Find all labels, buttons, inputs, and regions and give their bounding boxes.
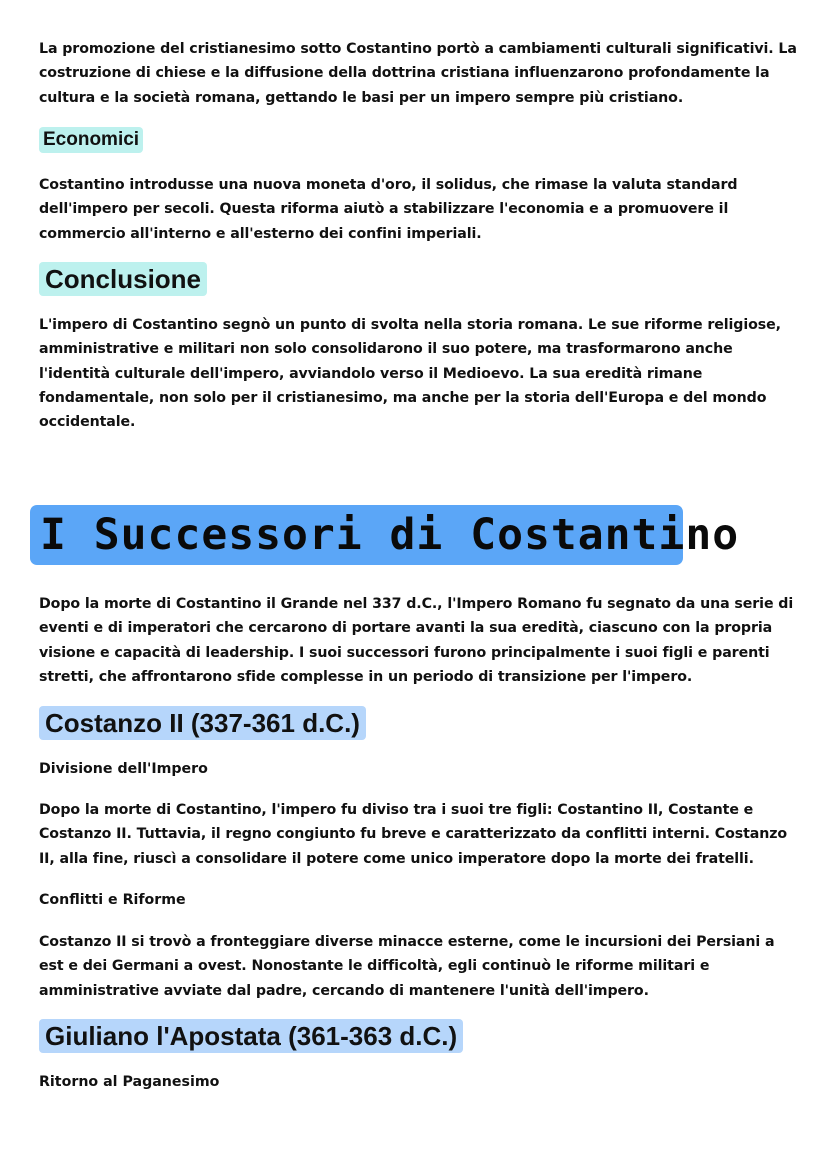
- economici-heading: Economici: [39, 127, 143, 153]
- conclusione-heading: Conclusione: [39, 262, 207, 296]
- costanzo-paragraph-divisione: Dopo la morte di Costantino, l'impero fu diviso tra i suoi tre figli: Costantino II, Costante e Costanzo II. Tuttavia, il regno congiunto fu breve e caratterizzato da conflitti interni. Costanzo II, alla fine, riuscì a consolidare il potere come unico imperatore dopo la morte dei fratelli.: [39, 802, 788, 867]
- giuliano-sub1-wrap: [39, 1072, 799, 1092]
- successori-section: [39, 592, 799, 689]
- economici-heading-wrap: [39, 127, 799, 153]
- costanzo-heading: Costanzo II (337-361 d.C.): [39, 706, 366, 740]
- giuliano-heading-wrap: [39, 1019, 799, 1053]
- costanzo-sub2-wrap: [39, 890, 799, 910]
- costanzo-text2-wrap: [39, 930, 799, 1003]
- costanzo-heading-wrap: [39, 706, 799, 740]
- costanzo-subheading-conflitti: Conflitti e Riforme: [39, 892, 186, 908]
- costanzo-paragraph-conflitti: Costanzo II si trovò a fronteggiare diverse minacce esterne, come le incursioni dei Persiani a est e dei Germani a ovest. Nonostante le difficoltà, egli continuò le riforme militari e amministrative avviate dal padre, cercando di mantenere l'unità dell'impero.: [39, 934, 775, 999]
- economici-section: [39, 173, 799, 246]
- giuliano-subheading-paganesimo: Ritorno al Paganesimo: [39, 1074, 220, 1090]
- costanzo-sub1-wrap: [39, 759, 799, 779]
- conclusione-heading-wrap: [39, 262, 799, 296]
- intro-section: [39, 37, 799, 110]
- economici-paragraph: Costantino introdusse una nuova moneta d'oro, il solidus, che rimase la valuta standard dell'impero per secoli. Questa riforma aiutò a stabilizzare l'economia e a promuovere il commercio all'interno e all'esterno dei confini imperiali.: [39, 177, 738, 242]
- section-title: I Successori di Costantino: [40, 510, 740, 560]
- intro-paragraph: La promozione del cristianesimo sotto Costantino portò a cambiamenti culturali significativi. La costruzione di chiese e la diffusione della dottrina cristiana influenzarono profondamente la cultura e la società romana, gettando le basi per un impero sempre più cristiano.: [39, 41, 797, 106]
- successori-paragraph: Dopo la morte di Costantino il Grande nel 337 d.C., l'Impero Romano fu segnato da una serie di eventi e di imperatori che cercarono di portare avanti la sua eredità, ciascuno con la propria visione e capacità di leadership. I suoi successori furono principalmente i suoi figli e parenti stretti, che affrontarono sfide complesse in un periodo di transizione per l'impero.: [39, 596, 794, 685]
- conclusione-section: [39, 313, 799, 434]
- giuliano-heading: Giuliano l'Apostata (361-363 d.C.): [39, 1019, 463, 1053]
- conclusione-paragraph: L'impero di Costantino segnò un punto di svolta nella storia romana. Le sue riforme religiose, amministrative e militari non solo consolidarono il suo potere, ma trasformarono anche l'identità culturale dell'impero, avviandolo verso il Medioevo. La sua eredità rimane fondamentale, non solo per il cristianesimo, ma anche per la storia dell'Europa e del mondo occidentale.: [39, 317, 781, 431]
- costanzo-text1-wrap: [39, 798, 799, 871]
- costanzo-subheading-divisione: Divisione dell'Impero: [39, 761, 208, 777]
